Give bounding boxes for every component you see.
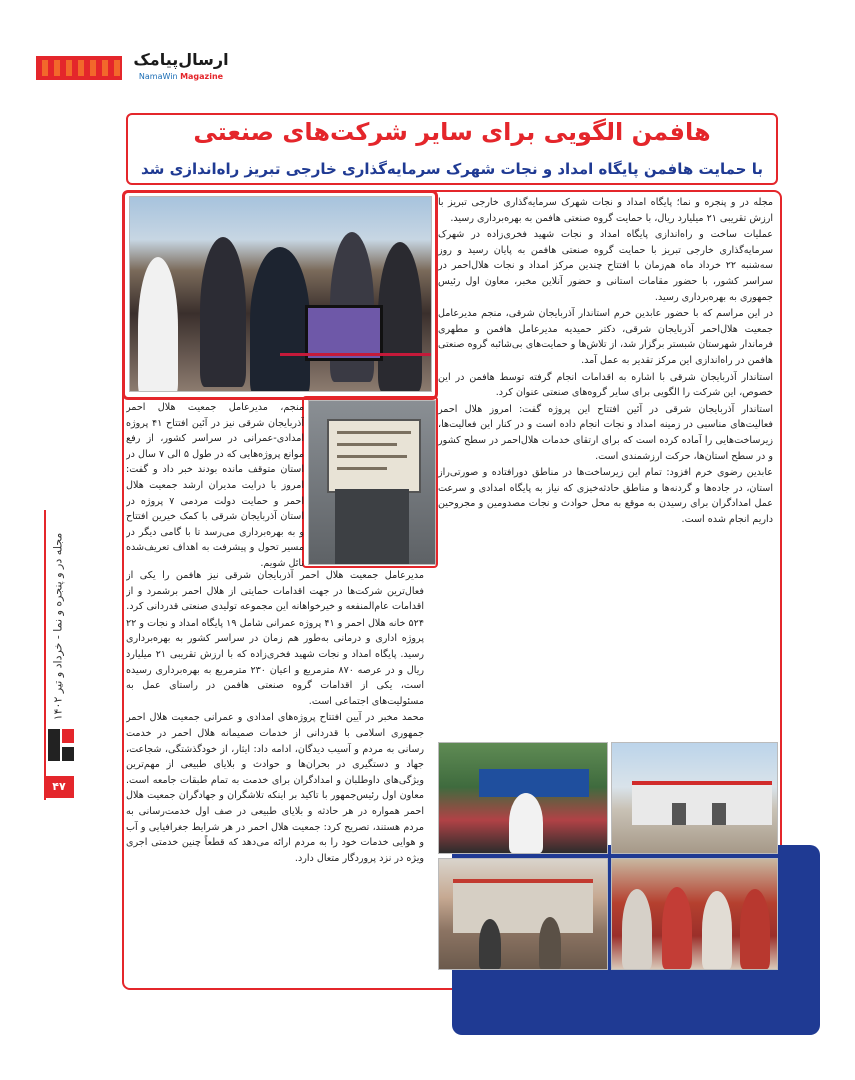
page-number: ۴۷ [44,776,74,798]
event-banner [479,769,589,797]
magazine-logo-subtitle [126,72,236,81]
paragraph: مدیرعامل جمعیت هلال احمر آذربایجان شرقی نیز هافمن را یکی از فعال‌ترین شرکت‌ها در جهت اقدامات حمایتی از هلال احمر برشمرد و از اقدامات عام‌المنفعه و خیرخواهانه این مجموعه تولیدی صنعتی قدردانی کرد. [126,570,424,613]
text-column-left-top [126,400,304,568]
photo-frame [122,190,438,400]
paragraph: ۵۲۴ خانه هلال احمر و ۴۱ پروژه عمرانی شامل ۱۹ پایگاه امداد و نجات و ۲۲ پروژه اداری و درمانی به‌طور هم زمان در سراسر کشور به بهره‌برداری رسید. پایگاه امداد و نجات شهید فخری‌زاده که با ارزش تقریبی ۲۱ میلیارد ریال و در عرصه ۸۷۰ مترمربع و اعیان ۲۳۰ مترمربع به بهره‌برداری رسیده است، یکی از اقدامات گروه صنعتی هافمن در راستای عمل به مسئولیت‌های اجتماعی است. [126,617,424,707]
paragraph: مجله در و پنجره و نما؛ پایگاه امداد و نجات شهرک سرمایه‌گذاری خارجی تبریز با ارزش تقریبی ۲۱ میلیارد ریال، با حمایت گروه صنعتی هافمن به بهره‌برداری رسید. [438,197,773,224]
building-photo [611,742,778,854]
photo-frame [302,396,438,568]
header-stripe-bar [36,60,122,76]
paragraph: استاندار آذربایجان شرقی با اشاره به اقدامات انجام گرفته توسط هافمن در این خصوص، این شرکت را الگویی برای سایر گروه‌های صنعتی عنوان کرد. [438,371,773,399]
logo-en-right: Magazine [180,72,224,81]
speech-photo [438,742,608,854]
paragraph: عابدین رضوی خرم افزود: تمام این زیرساخت‌ها در مناطق دورافتاده و صورتی‌راز استان، در جاده‌ها و گردنه‌ها و مناطق حادثه‌خیزی که نیاز به پایگاه امدادی و سرعت عمل امدادگران برای رسیدن به موقع به محل حوادث و نجات مصدومین و مجروحین داریم انجام شده است. [438,467,773,525]
paragraph: استاندار آذربایجان شرقی در آئین افتتاح این پروژه گفت: امروز هلال احمر فعالیت‌های مناسبی در زمینه امداد و نجات انجام داده است و در کنار این فعالیت‌ها، زیرساخت‌هایی را آماده کرده است که برای ارتقای خدمات هلال‌احمر در سطح کشور و در سطح استان‌ها، حرکت ارزشمندی است. [438,403,773,462]
logo-en-left: NamaWin [138,72,178,81]
article-title: هافمن الگویی برای سایر شرکت‌های صنعتی [193,118,711,146]
text-column-right [438,195,773,740]
paragraph: منجم، مدیرعامل جمعیت هلال احمر آذربایجان شرقی نیز در آئین افتتاح ۴۱ پروژه امدادی-عمرانی در سراسر کشور، از رفع موانع پروژه‌هایی که در طول ۵ الی ۷ سال در استان متوقف مانده بودند خبر داد و گفت: امروز با درایت مدیران ارشد جمعیت هلال احمر و حمایت دولت مردمی ۷ پروژه در استان آذربایجان شرقی با کمک خیرین افتتاح و به بهره‌برداری می‌رسد تا با گامی دیگر در مسیر تحول و پیشرفت به اهداف تعریف‌شده نائل شویم. [126,402,304,568]
magazine-logo-text: ارسال‌پیامک [133,50,229,69]
text-column-left [126,568,424,973]
paragraph: در این مراسم که با حضور عابدین خرم استاندار آذربایجان شرقی، منجم مدیرعامل جمعیت هلال‌احمر آذربایجان شرقی، دکتر حمیدیه مدیرعامل هافمن و مطهری فرماندار شهرستان شبستر برگزار شد، از تلاش‌ها و حمایت‌های بی‌شائبه گروه صنعتی هافمن در راه‌اندازی این مرکز تقدیر به عمل آمد. [438,308,773,366]
magazine-issue-line: مجله در و پنجره و نما - خرداد و تیر ۱۴۰۲ [51,532,65,721]
paragraph: عملیات ساخت و راه‌اندازی پایگاه امداد و نجات شهید فخری‌زاده در شهرک سرمایه‌گذاری خارجی تبریز با حمایت گروه صنعتی هافمن به پایان رسید و روز سه‌شنبه ۲۲ خرداد ماه هم‌زمان با افتتاح چندین مرکز امداد و نجات هلال‌احمر در سراسر کشور، با حضور مقامات استانی و حضور آنلاین مخبر، معاون اول رئیس جمهوری به بهره‌برداری رسید. [438,229,773,303]
crowd-photo [611,858,778,970]
building-wall [453,879,593,933]
article-subtitle: با حمایت هافمن پایگاه امداد و نجات شهرک سرمایه‌گذاری خارجی تبریز راه‌اندازی شد [141,160,763,178]
magazine-mark-icon [46,725,76,765]
building-facade [632,781,772,825]
paragraph: محمد مخبر در آیین افتتاح پروژه‌های امدادی و عمرانی جمعیت هلال احمر جمهوری اسلامی با قدردانی از خدمات صمیمانه هلال احمر در خدمت رسانی به مردم و آسیب دیدگان، ادامه داد: ایثار، از خودگذشتگی، شجاعت، جهاد و دستگیری در بحران‌ها و حوادث و بلایای طبیعی از مهم‌ترین ویژگی‌های داوطلبان و امدادگران برای خدمت به تمام طبقات جامعه است. معاون اول رئیس‌جمهور با تاکید بر اینکه تلاشگران و جهادگران جمعیت هلال احمر همواره در هر حادثه و بلایای طبیعی در صف اول خدمت‌رسانی به مردم هستند، تصریح کرد: جمعیت هلال احمر در هر شرایط جغرافیایی و آب و هوایی خدمات خود را به مردم ارائه می‌دهد که قطعاً چنین خدمتی اجری ویژه در نزد پروردگار متعال دارد. [126,712,424,864]
facility-photo [438,858,608,970]
